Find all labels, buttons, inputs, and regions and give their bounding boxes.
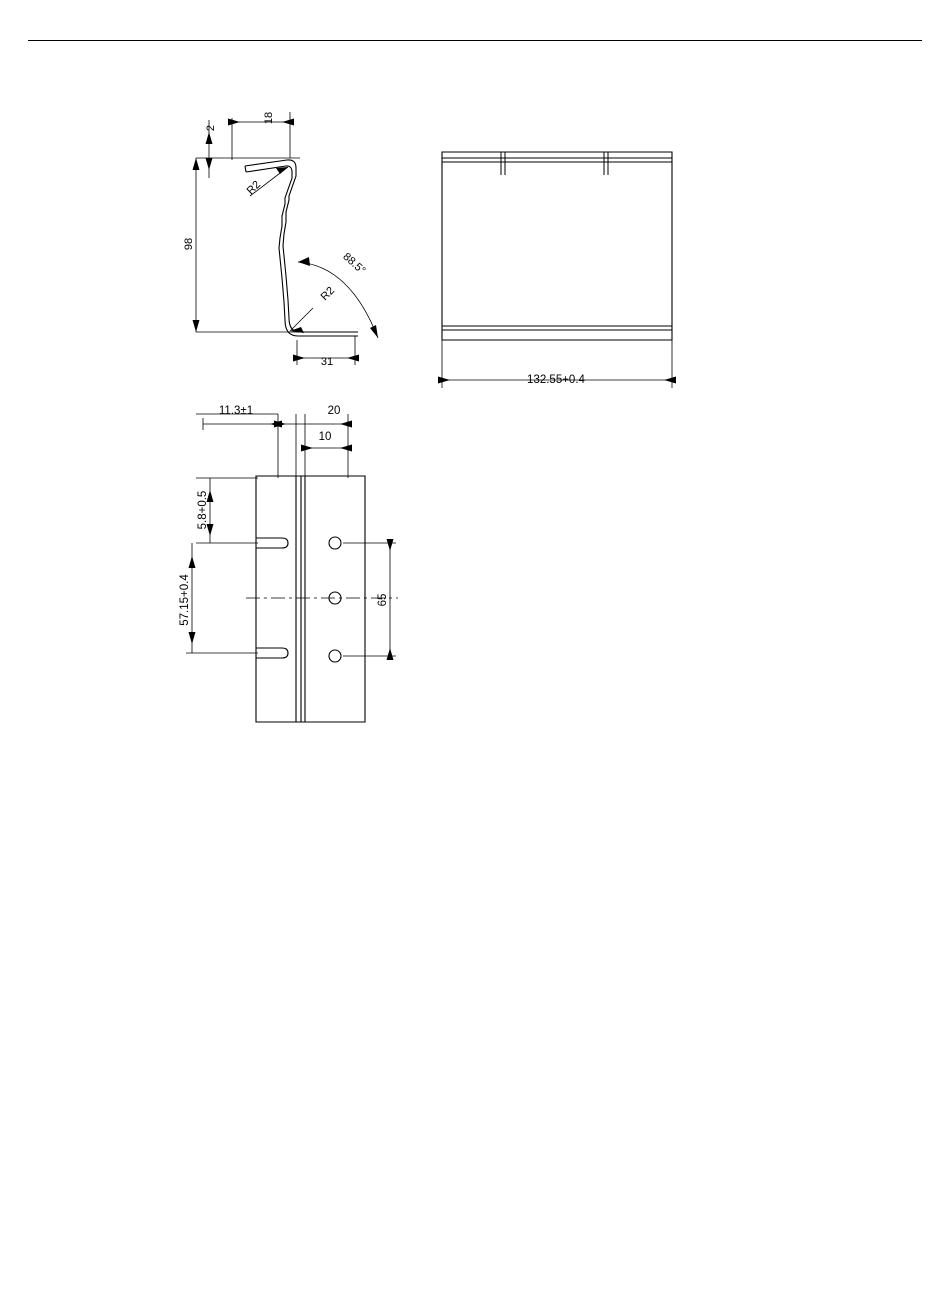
dim-label-11-3: 11.3±1	[218, 405, 254, 417]
dim-label-20: 20	[327, 405, 341, 417]
dim-label-5-8: 5.8+0.5	[197, 490, 209, 530]
dim-label-2: 2	[205, 124, 217, 132]
front-outline	[442, 152, 672, 340]
profile-dimension-lines	[196, 112, 355, 365]
detail-plate-outline	[256, 476, 365, 722]
dim-label-132-55: 132.55+0.4	[527, 374, 585, 386]
detail-holes	[329, 537, 341, 662]
flange-detail-view	[179, 405, 398, 722]
profile-section-view	[183, 112, 378, 368]
angle-arc	[298, 262, 378, 338]
dim-label-57-15: 57.15+0.4	[179, 574, 191, 626]
angle-arrow-end	[370, 325, 378, 338]
radius-bottom-leader	[290, 308, 313, 331]
detail-top-arrows	[270, 421, 352, 452]
dim-label-18: 18	[263, 111, 275, 125]
dim-label-31: 31	[320, 356, 334, 368]
dim-label-angle: 88.5°	[340, 250, 368, 277]
dim-label-65: 65	[377, 593, 389, 607]
dim-label-r2-top: R2	[244, 178, 264, 198]
angle-arrow-start	[298, 257, 310, 266]
front-slot-marks	[501, 152, 608, 175]
profile-dimension-arrows	[193, 119, 360, 362]
dim-label-10: 10	[318, 431, 332, 443]
dim-label-98: 98	[183, 237, 195, 251]
front-elevation-view	[438, 152, 676, 388]
radius-top-arrow	[276, 167, 288, 174]
dim-label-r2-bottom: R2	[318, 284, 338, 304]
